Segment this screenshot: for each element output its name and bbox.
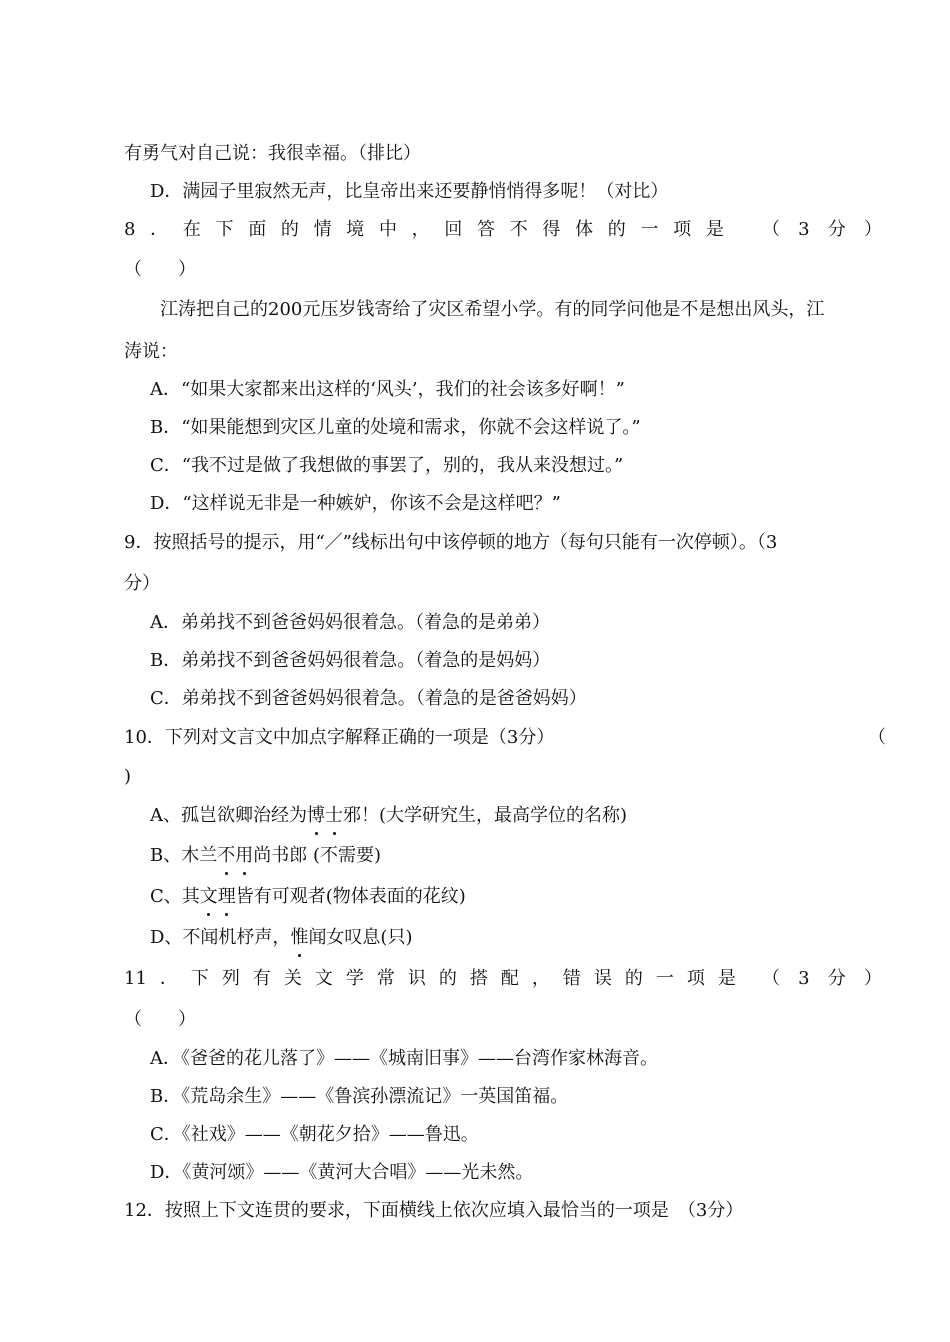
- paragraph: 涛说：: [124, 341, 178, 362]
- question-11-stem: [124, 966, 882, 992]
- stem-char: 境: [346, 219, 365, 240]
- stem-char: 列: [221, 968, 240, 989]
- stem-char: 3: [798, 219, 810, 240]
- option-c: [150, 884, 466, 910]
- stem-char: 在: [182, 219, 201, 240]
- option-d: [150, 925, 412, 951]
- stem-char: 不: [509, 219, 528, 240]
- dotted-char: 文: [200, 884, 218, 910]
- option-text: D、不闻机杼声，: [150, 927, 291, 948]
- option-a: A．“如果大家都来出这样的‘风头’，我们的社会该多好啊！”: [150, 379, 625, 400]
- stem-char: ）: [863, 968, 882, 989]
- option-a: [150, 803, 627, 829]
- stem-char: 的: [280, 219, 299, 240]
- stem-char: ，: [531, 968, 550, 989]
- option-d: D．满园子里寂然无声，比皇帝出来还要静悄悄得多呢！（对比）: [150, 181, 669, 202]
- stem-char: 一: [640, 219, 659, 240]
- option-b: [150, 843, 381, 869]
- stem-char: 项: [673, 219, 692, 240]
- stem-char: ）: [863, 219, 882, 240]
- stem-char: 配: [500, 968, 519, 989]
- option-c: C．“我不过是做了我想做的事罢了，别的，我从来没想过。”: [150, 455, 624, 476]
- question-12-stem: 12．按照上下文连贯的要求，下面横线上依次应填入最恰当的一项是 （3分）: [124, 1200, 744, 1221]
- text-line: 有勇气对自己说：我很幸福。（排比）: [124, 143, 421, 164]
- dotted-char: 士: [325, 803, 343, 829]
- stem-char: 3: [798, 968, 810, 989]
- question-9-stem: 9．按照括号的提示，用“／”线标出句中该停顿的地方（每句只能有一次停顿）。（3: [124, 532, 778, 553]
- option-c: C．弟弟找不到爸爸妈妈很着急。（着急的是爸爸妈妈）: [150, 688, 587, 709]
- stem-char: 情: [313, 219, 332, 240]
- stem-char: 学: [345, 968, 364, 989]
- dotted-char: 惟: [290, 925, 308, 951]
- option-text: B、木兰: [150, 845, 218, 866]
- question-9-score: 分）: [124, 573, 160, 594]
- stem-char: 得: [542, 219, 561, 240]
- stem-char: ．: [159, 968, 178, 989]
- stem-char: ．: [150, 219, 169, 240]
- option-b: B．《荒岛余生》——《鲁滨孙漂流记》一英国笛福。: [150, 1086, 569, 1107]
- stem-char: 错: [562, 968, 581, 989]
- answer-paren-open: （: [868, 727, 886, 748]
- option-a: A．弟弟找不到爸爸妈妈很着急。（着急的是弟弟）: [150, 612, 550, 633]
- stem-char: 误: [593, 968, 612, 989]
- question-10-stem: 10．下列对文言文中加点字解释正确的一项是（3分）: [124, 727, 555, 748]
- stem-char: 分: [827, 219, 846, 240]
- answer-paren-close: ): [124, 766, 132, 787]
- option-text: C、其: [150, 886, 200, 907]
- stem-char: ，: [411, 219, 430, 240]
- stem-char: 有: [252, 968, 271, 989]
- option-b: B．弟弟找不到爸爸妈妈很着急。（着急的是妈妈）: [150, 650, 551, 671]
- stem-char: 是: [705, 219, 724, 240]
- stem-char: 面: [248, 219, 267, 240]
- stem-char: 的: [607, 219, 626, 240]
- stem-char: 的: [624, 968, 643, 989]
- stem-char: 下: [190, 968, 209, 989]
- dotted-char: 博: [307, 803, 325, 829]
- dotted-char: 不: [217, 843, 235, 869]
- stem-char: 11: [124, 968, 147, 989]
- stem-char: 答: [477, 219, 496, 240]
- question-8-stem: [124, 217, 882, 243]
- option-text: 皆有可观者(物体表面的花纹): [235, 886, 466, 907]
- question-8-text: [124, 217, 724, 243]
- answer-paren: （ ）: [124, 259, 196, 280]
- option-text: 邪！(大学研究生，最高学位的名称): [343, 805, 628, 826]
- option-c: C．《社戏》——《朝花夕拾》——鲁迅。: [150, 1124, 479, 1145]
- stem-char: 的: [438, 968, 457, 989]
- question-8-score: [762, 217, 882, 243]
- option-d: D．《黄河颂》——《黄河大合唱》——光未然。: [150, 1162, 534, 1183]
- paragraph: 江涛把自己的200元压岁钱寄给了灾区希望小学。有的同学问他是不是想出风头，江: [160, 299, 825, 320]
- stem-char: 常: [376, 968, 395, 989]
- stem-char: 一: [655, 968, 674, 989]
- dotted-char: 理: [218, 884, 236, 910]
- option-text: 闻女叹息(只): [308, 927, 413, 948]
- stem-char: （: [762, 968, 780, 989]
- stem-char: 中: [378, 219, 397, 240]
- stem-char: 是: [717, 968, 736, 989]
- stem-char: 项: [686, 968, 705, 989]
- stem-char: 文: [314, 968, 333, 989]
- answer-paren: （ ）: [124, 1009, 196, 1030]
- stem-char: 识: [407, 968, 426, 989]
- option-text: 尚书郎 (不需要): [253, 845, 382, 866]
- question-11-text: [124, 966, 736, 992]
- dotted-char: 用: [235, 843, 253, 869]
- option-a: A．《爸爸的花儿落了》——《城南旧事》——台湾作家林海音。: [150, 1048, 658, 1069]
- stem-char: 分: [827, 968, 846, 989]
- stem-char: 体: [575, 219, 594, 240]
- option-d: D．“这样说无非是一种嫉妒，你该不会是这样吧？”: [150, 493, 561, 514]
- stem-char: 8: [124, 219, 136, 240]
- stem-char: 关: [283, 968, 302, 989]
- stem-char: 下: [215, 219, 234, 240]
- stem-char: （: [762, 219, 780, 240]
- option-text: A、孤岂欲卿治经为: [150, 805, 307, 826]
- stem-char: 搭: [469, 968, 488, 989]
- stem-char: 回: [444, 219, 463, 240]
- option-b: B．“如果能想到灾区儿童的处境和需求，你就不会这样说了。”: [150, 417, 641, 438]
- question-11-score: [762, 966, 882, 992]
